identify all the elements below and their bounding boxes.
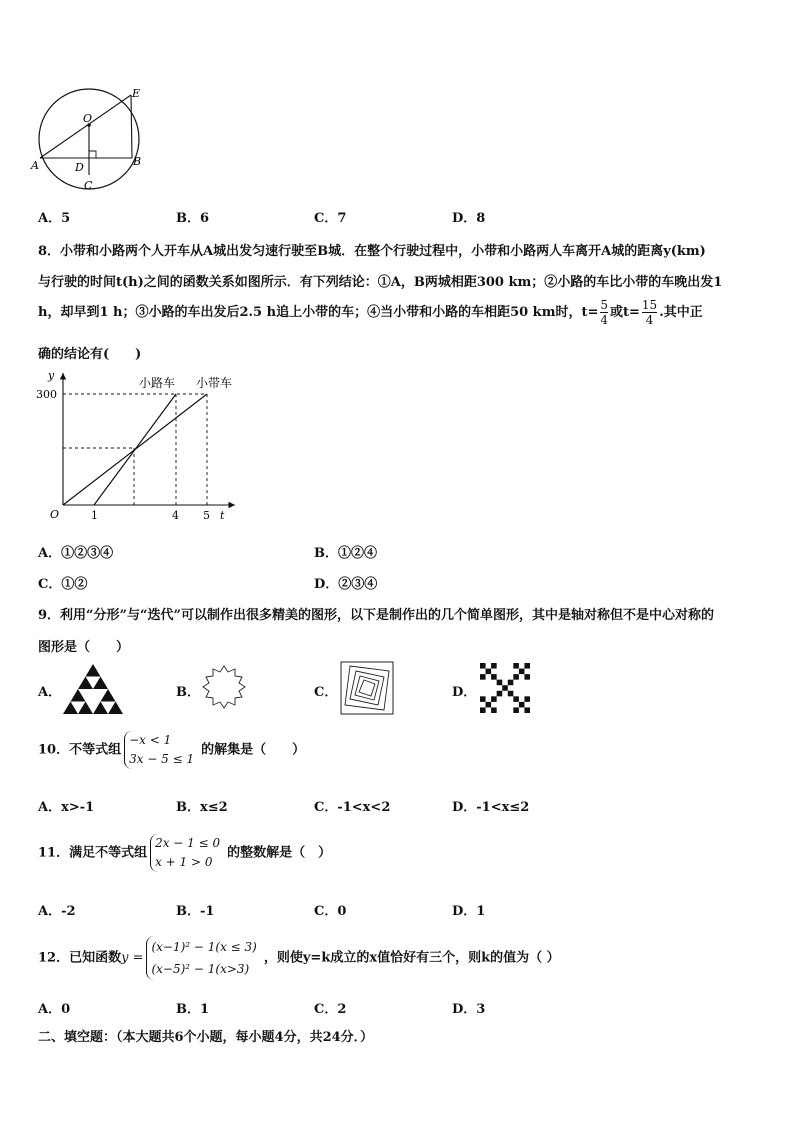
t-axis-label: t: [220, 509, 225, 522]
q8-line1: 8．小带和小路两个人开车从A城出发匀速行驶至B城．在整个行驶过程中，小带和小路两人车离开A城的距离y(km): [38, 244, 706, 259]
q12-piecewise-function: [146, 936, 260, 980]
rotating-squares-figure: [340, 661, 394, 715]
label-D: D: [75, 161, 84, 174]
label-O: O: [83, 112, 93, 125]
fractal-cell: [513, 663, 519, 669]
q12-option-c[interactable]: C．2: [314, 1002, 347, 1017]
origin-label: O: [50, 508, 60, 521]
q9-line2: 图形是（ ）: [38, 640, 130, 655]
q9-option-a[interactable]: A．: [38, 685, 62, 700]
q10-stem: [38, 731, 305, 769]
q7-option-d[interactable]: D．8: [452, 211, 486, 226]
q10-option-a[interactable]: A．x>-1: [38, 800, 95, 815]
fractal-cell: [497, 680, 503, 686]
q8-line2: 与行驶的时间t(h)之间的函数关系如图所示．有下列结论：①A，B两城相距300 km；②小路的车比小带的车晚出发1: [38, 275, 723, 290]
q12-prefix: 12．已知函数: [38, 950, 122, 966]
xiaodai-label: 小带车: [196, 376, 233, 390]
fraction-5-4: [600, 298, 608, 327]
q7-circle-figure: [30, 85, 150, 195]
q12-func-name: y =: [121, 950, 144, 966]
frac1-num: 5: [600, 298, 608, 312]
q8-option-d[interactable]: D．②③④: [314, 577, 378, 592]
fractal-cell: [502, 685, 508, 691]
q8-option-a[interactable]: A．①②③④: [38, 546, 114, 561]
fractal-cell: [524, 674, 530, 680]
fractal-cell: [513, 696, 519, 702]
q11-inequality-system: [150, 834, 224, 872]
q8-or-text: 或t=: [610, 305, 640, 320]
q12-option-a[interactable]: A．0: [38, 1002, 71, 1017]
q12-stem: [38, 936, 560, 980]
q9-option-c[interactable]: C．: [314, 685, 338, 700]
fractal-cell: [480, 674, 486, 680]
fractal-cell: [519, 702, 525, 708]
q11-prefix: 11．满足不等式组: [38, 845, 148, 861]
q11-row2: x + 1 > 0: [155, 855, 213, 869]
koch-snowflake-figure: [200, 663, 248, 711]
q10-suffix: 的解集是（ ）: [201, 742, 306, 758]
q11-option-d[interactable]: D．1: [452, 904, 486, 919]
q8-option-c[interactable]: C．①②: [38, 577, 88, 592]
q10-option-d[interactable]: D．-1<x≤2: [452, 800, 530, 815]
fractal-cell: [491, 663, 497, 669]
xiaolu-line: [94, 394, 176, 505]
q11-stem: [38, 834, 331, 872]
fractal-cell: [508, 680, 514, 686]
section-2-heading: 二、填空题：（本大题共6个小题，每小题4分，共24分．）: [38, 1030, 374, 1045]
q7-option-a[interactable]: A．5: [38, 211, 71, 226]
q11-option-c[interactable]: C．0: [314, 904, 347, 919]
q11-row1: 2x − 1 ≤ 0: [155, 836, 221, 850]
fractal-cell: [480, 696, 486, 702]
label-B: B: [133, 155, 142, 168]
frac1-den: 4: [600, 313, 608, 327]
fractal-cell: [486, 669, 492, 675]
q7-option-b[interactable]: B．6: [176, 211, 210, 226]
q8-line3: [38, 298, 703, 327]
xiaolu-label: 小路车: [139, 376, 176, 390]
q10-row1: −x < 1: [129, 733, 172, 747]
q7-option-c[interactable]: C．7: [314, 211, 347, 226]
q10-prefix: 10．不等式组: [38, 742, 122, 758]
y-tick-300: 300: [36, 388, 57, 401]
q11-option-a[interactable]: A．-2: [38, 904, 76, 919]
q8-option-b[interactable]: B．①②④: [314, 546, 377, 561]
x-tick-5: 5: [203, 509, 210, 522]
vicsek-fractal-figure: [480, 663, 530, 713]
fractal-cell: [524, 696, 530, 702]
sierpinski-triangle-figure: [62, 663, 124, 715]
fractal-cell: [508, 691, 514, 697]
q11-option-b[interactable]: B．-1: [176, 904, 215, 919]
fractal-cell: [491, 674, 497, 680]
q8-distance-time-graph: [30, 365, 250, 530]
frac2-num: 15: [641, 298, 658, 312]
q12-suffix: ，则使y=k成立的x值恰好有三个，则k的值为（ ）: [263, 950, 560, 966]
q10-option-b[interactable]: B．x≤2: [176, 800, 228, 815]
fractal-cell: [513, 674, 519, 680]
fractal-cell: [524, 707, 530, 713]
q8-line3-text: h，却早到1 h；③小路的车出发后2.5 h追上小带的车；④当小带和小路的车相距50 km时，t=: [38, 305, 599, 320]
q10-option-c[interactable]: C．-1<x<2: [314, 800, 391, 815]
q10-inequality-system: [124, 731, 198, 769]
x-tick-4: 4: [172, 509, 179, 522]
fractal-cell: [497, 691, 503, 697]
q12-row1: (x−1)² − 1(x ≤ 3): [151, 940, 257, 954]
q8-line4: 确的结论有( ): [38, 347, 142, 362]
q8-line3-end: .其中正: [659, 305, 703, 320]
label-A: A: [31, 159, 39, 172]
fractal-cell: [513, 707, 519, 713]
fractal-cell: [480, 663, 486, 669]
q12-option-b[interactable]: B．1: [176, 1002, 210, 1017]
frac2-den: 4: [645, 313, 654, 327]
q11-suffix: 的整数解是（ ）: [227, 845, 332, 861]
fractal-cell: [519, 669, 525, 675]
q10-row2: 3x − 5 ≤ 1: [129, 752, 195, 766]
fractal-cell: [491, 707, 497, 713]
fractal-cell: [486, 702, 492, 708]
fractal-cell: [524, 663, 530, 669]
label-E: E: [132, 87, 141, 100]
y-axis-label: y: [48, 369, 55, 382]
q9-option-b[interactable]: B．: [176, 685, 200, 700]
label-C: C: [84, 179, 93, 192]
fraction-15-4: [642, 298, 657, 327]
q12-row2: (x−5)² − 1(x>3): [151, 962, 250, 976]
x-tick-1: 1: [91, 509, 98, 522]
fractal-cell: [480, 707, 486, 713]
q9-line1: 9．利用“分形”与“迭代”可以制作出很多精美的图形，以下是制作出的几个简单图形，其中是轴对称但不是中心对称的: [38, 608, 714, 623]
fractal-cell: [491, 696, 497, 702]
q12-option-d[interactable]: D．3: [452, 1002, 486, 1017]
q9-option-d[interactable]: D．: [452, 685, 477, 700]
